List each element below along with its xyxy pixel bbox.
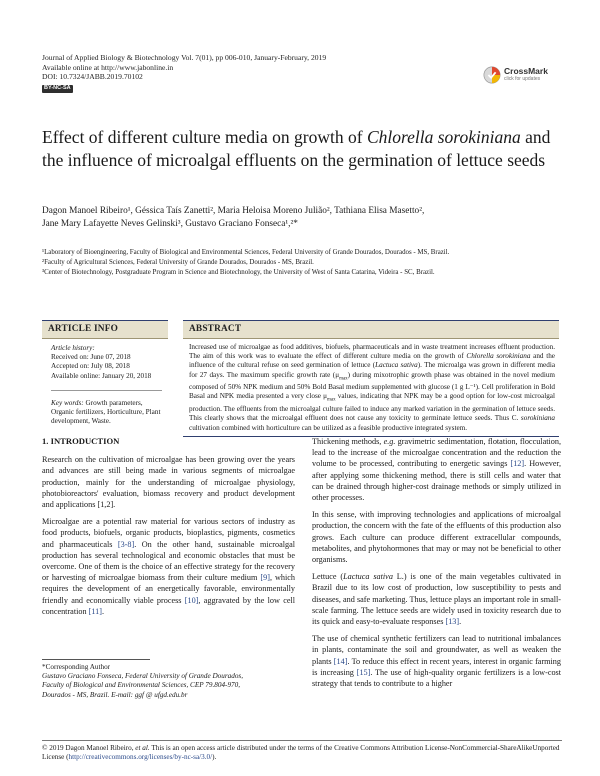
- p2-d: , aggravated by the low cell concentration: [42, 595, 296, 616]
- abstract-box: [183, 320, 559, 437]
- citation-link[interactable]: [3-8]: [117, 539, 135, 549]
- r1-b: gravimetric sedimentation, flotation, flocculation, lead to the increase of the microalgae concentration and the reduction the volume to be processed, contributing to energetic savings: [312, 437, 561, 469]
- authors-line-1: Dagon Manoel Ribeiro¹, Géssica Taís Zanetti², Maria Heloisa Moreno Julião², Tathiana Elisa Masetto²,: [42, 206, 425, 216]
- r3-a: Lettuce (: [312, 572, 344, 582]
- p2-b: . On the other hand, sustainable microalgal production has several technological and economic obstacles that must be overcome. One of them is the choice of an effective strategy for the recovery or harvesting of microalgae biomass from their culture medium: [42, 539, 295, 583]
- section-introduction: 1. INTRODUCTION: [42, 436, 120, 446]
- keywords-text: Growth parameters, Organic fertilizers, Horticulture, Plant development, Waste.: [51, 398, 161, 426]
- citation-link[interactable]: [14]: [333, 656, 348, 666]
- intro-paragraph-1: Research on the cultivation of microalgae has been growing over the years and advances are still being made in various segments of microalgae production, mainly for the understanding of microalgae physiology, photobioreactors' evaluation, biomass recovery and product development and applications [1,2].: [42, 455, 295, 510]
- r4-c: . The use of high-quality organic fertilizers is a low-cost strategy that tends to contribute to a higher: [312, 667, 562, 689]
- footer-et-al: et al.: [135, 743, 150, 752]
- r1-a: Thickening methods,: [312, 437, 384, 446]
- article-title: [42, 126, 562, 171]
- crossmark-label: CrossMark: [504, 66, 548, 76]
- abstract-s4: cultivation combined with horticulture can be utilized as a feasible productive integrated system.: [189, 423, 468, 432]
- citation-link[interactable]: [10]: [184, 595, 199, 605]
- mu-subscript: max: [339, 376, 348, 382]
- abstract-s1c: ). The microalga was grown in different media for 27 days. The maximum specific growth rate (μ: [189, 361, 556, 379]
- available-online[interactable]: Available online at http://www.jabonline.in: [42, 62, 174, 72]
- r1-eg: e.g.: [383, 437, 396, 446]
- online-date: Available online: January 20, 2018: [51, 371, 152, 380]
- intro-paragraph-2: [42, 516, 295, 617]
- p2-a: Microalgae are a potential raw material for various sectors of industry as food products, biofuels, organic products, bioplastics, pigments, cosmetics and pharmaceuticals: [42, 517, 295, 549]
- corresponding-line-3: Dourados - MS, Brazil. E-mail: ggf @ ufgd.edu.br: [42, 690, 188, 699]
- crossmark-icon: [483, 66, 501, 84]
- journal-header: [42, 53, 326, 93]
- r1-c: . However, after applying some thickening method, there is still cells and water that can be drained through higher-cost drainage methods or simply utilized in other processes.: [312, 459, 561, 503]
- corresponding-line-2: Faculty of Biological and Environmental Sciences, CEP 79.804-970,: [42, 681, 241, 690]
- journal-citation: Journal of Applied Biology & Biotechnology Vol. 7(01), pp 006-010, January-February, 2019: [42, 53, 327, 62]
- article-info-box: [42, 320, 168, 426]
- received-date: Received on: June 07, 2018: [51, 353, 131, 362]
- mu-subscript-2: max: [326, 397, 336, 403]
- abstract-species-2: sorokiniana: [520, 414, 555, 423]
- footer-text-b: This is an open access article distributed under the terms of the Creative Commons Attribution License-NonCommercial-ShareAlikeUnported License (: [42, 743, 560, 761]
- abstract-heading: ABSTRACT: [183, 320, 559, 339]
- abstract-s3: values, indicating that NPK may be a good option for low-cost microalgal production. The effluents from the microalgal culture failed to induce any marked variation in the germination of lettuce seeds. This clearly shows that the microalgal effluent does not cause any toxicity to germinate lettuce seeds. Thus C.: [189, 392, 555, 423]
- p2-c: , which requires the development of an energetically favorable, environmentally friendly and economically viable process: [42, 573, 296, 605]
- authors-line-2: Jane Mary Lafayette Neves Gelinski³, Gustavo Graciano Fonseca¹,²*: [42, 218, 298, 229]
- accepted-date: Accepted on: July 08, 2018: [51, 362, 130, 371]
- r4-b: . To reduce this effect in recent years, interest in organic farming is increasing: [312, 656, 561, 677]
- author-list: [42, 205, 562, 230]
- r3-species: Lactuca sativa: [343, 572, 393, 582]
- license-footer: [42, 740, 562, 762]
- title-species: Chlorella sorokiniana: [366, 127, 521, 147]
- r3-c: .: [459, 617, 462, 627]
- info-divider: [51, 390, 162, 391]
- affiliations: [42, 248, 562, 277]
- body-column-right: [312, 436, 561, 695]
- citation-link[interactable]: [12]: [510, 459, 525, 469]
- article-info-heading: ARTICLE INFO: [42, 320, 168, 339]
- corresponding-label: *Corresponding Author: [42, 662, 111, 671]
- abstract-s1b: and the influence of the cultural refuse on seed germination of lettuce (: [189, 352, 555, 370]
- abstract-lettuce: Lactuca sativa: [375, 361, 418, 370]
- license-link[interactable]: http://creativecommons.org/licenses/by-nc-sa/3.0/: [68, 753, 213, 761]
- abstract-s2: ) during mixotrophic growth phase was obtained in the novel medium composed of 50% NPK medium and 50% Bold Basal medium supplemented with glucose (1 g L⁻¹). Cell proliferation in Bold Basal and NPK media presented a very close μ: [189, 370, 556, 401]
- abstract-species: Chlorella sorokiniana: [466, 352, 531, 361]
- title-part1: Effect of different culture media on growth of: [42, 127, 367, 147]
- cc-license-badge-icon[interactable]: BY-NC-SA: [44, 84, 71, 91]
- citation-link[interactable]: [15]: [356, 667, 371, 677]
- footer-text-c: ).: [212, 753, 217, 761]
- affiliation-1: ¹Laboratory of Bioengineering, Faculty of Biological and Environmental Sciences, Federal University of Grande Dourados, Dourados - MS, Brazil.: [42, 249, 450, 256]
- citation-link[interactable]: [13]: [445, 617, 460, 627]
- title-part2: and the influence of microalgal effluents on the germination of lettuce seeds: [42, 127, 551, 170]
- right-paragraph-2: In this sense, with improving technologies and applications of microalgal production, the concern with the fate of the effluents of this production also grows. Each culture can produce different extracellular compounds, metabolites, and phytohormones that may or may not be beneficial to other organisms.: [312, 510, 561, 565]
- abstract-s1: Increased use of microalgae as food additives, biofuels, pharmaceuticals and in waste treatment increases effluent production. The aim of this work was to evaluate the effect of different culture media on the growth of: [189, 343, 555, 361]
- affiliation-2: ²Faculty of Agricultural Sciences, Federal University of Grande Dourados, Dourados - MS, Brazil.: [42, 258, 314, 266]
- doi[interactable]: DOI: 10.7324/JABB.2019.70102: [42, 72, 143, 82]
- keywords: [51, 399, 162, 427]
- keywords-label: Key words:: [51, 398, 84, 407]
- r4-a: The use of chemical synthetic fertilizers can lead to nutritional imbalances in plants, contaminate the soil and groundwater, as well as weaken the plants: [312, 634, 561, 666]
- affiliation-3: ³Center of Biotechnology, Postgraduate Program in Science and Biotechnology, the University of West of Santa Catarina, Videira - SC, Brazil.: [42, 268, 435, 276]
- abstract-text: [183, 339, 559, 433]
- corresponding-author: [42, 659, 295, 700]
- history-label: Article history:: [51, 344, 95, 352]
- right-paragraph-1: [312, 436, 561, 503]
- footnote-rule: [42, 659, 150, 660]
- crossmark-sub: click for updates: [504, 76, 541, 82]
- corresponding-line-1: Gustavo Graciano Fonseca, Federal University of Grande Dourados,: [42, 672, 244, 680]
- footer-text-a: © 2019 Dagon Manoel Ribeiro,: [42, 743, 136, 752]
- body-column-left: [42, 436, 295, 623]
- crossmark-button[interactable]: [483, 63, 578, 87]
- p2-e: .: [101, 606, 104, 616]
- r3-b: L.) is one of the main vegetables cultivated in Brazil due to its low cost of production, low susceptibility to pests and diseases, and safe marketing. Thus, lettuce plays an important role in small-scale farming. The lettuce seeds are widely used in toxicity research due to its quick and easy-to-evaluate responses: [312, 572, 561, 627]
- right-paragraph-3: [312, 571, 561, 627]
- citation-link[interactable]: [9]: [260, 573, 270, 583]
- citation-link[interactable]: [11]: [88, 606, 102, 616]
- right-paragraph-4: [312, 633, 561, 689]
- footer-rule: [42, 740, 562, 741]
